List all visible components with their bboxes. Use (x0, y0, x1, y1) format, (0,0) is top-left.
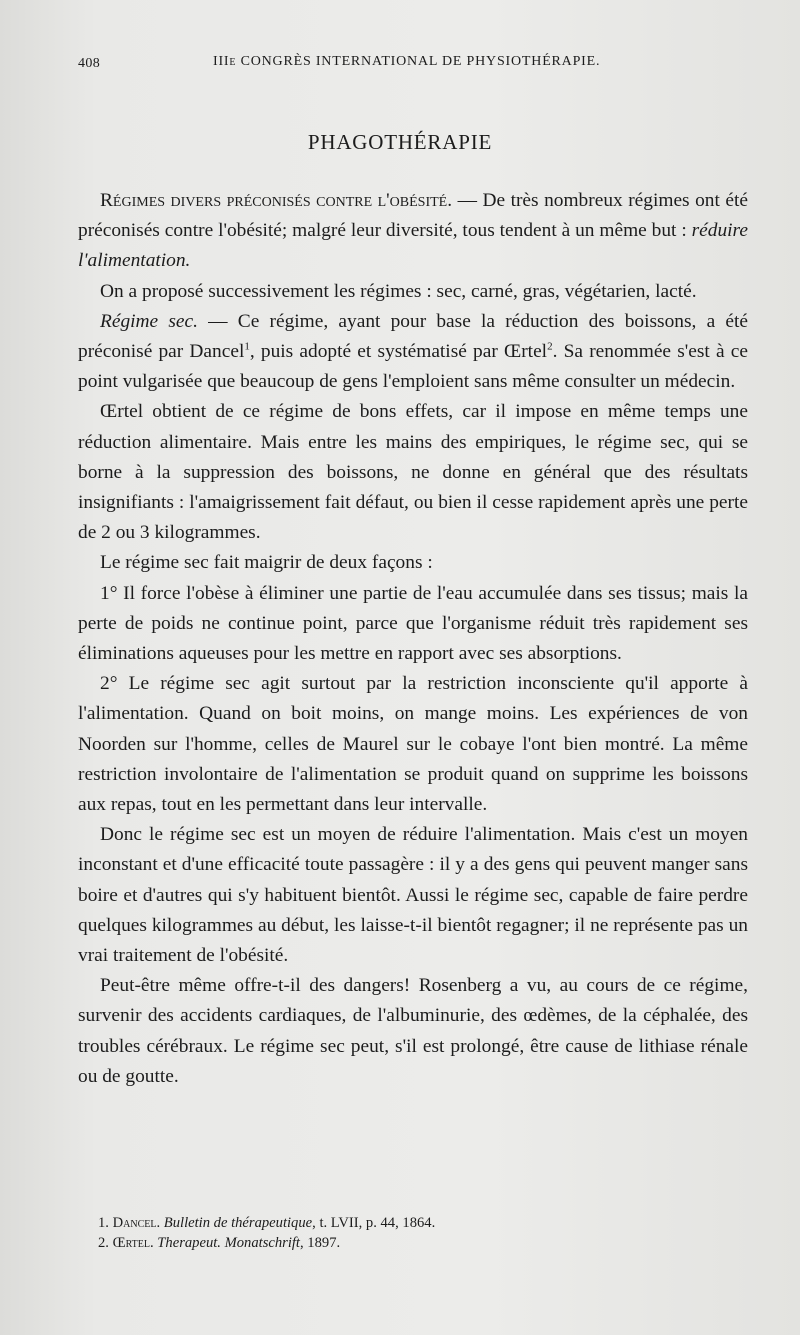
paragraph: On a proposé successivement les régimes : sec, carné, gras, végétarien, lacté. (100, 280, 697, 302)
paragraph (78, 307, 748, 398)
footnote-work: Therapeut. Monatschrift (157, 1235, 300, 1251)
footnote-work: Bulletin de thérapeutique (163, 1215, 313, 1231)
paragraph: Le régime sec fait maigrir de deux façons : (100, 552, 433, 574)
paragraph: 2° Le régime sec agit surtout par la restriction inconsciente qu'il apporte à l'alimentation. Quand on boit moins, on mange moins. Les expériences de von Noorden sur l'homme, celles de Maurel sur le cobaye l'ont bien montré. La même restriction involontaire de l'alimentation se produit quand on supprime les boissons aux repas, tout en les permettant dans leur intervalle. (78, 673, 748, 816)
footnotes (98, 1213, 738, 1253)
section-title: PHAGOTHÉRAPIE (307, 130, 493, 154)
emphasis: réduire l'alimentation. (78, 220, 748, 272)
paragraph: Peut-être même offre-t-il des dangers! Rosenberg a vu, au cours de ce régime, survenir des accidents cardiaques, de l'albuminurie, des œdèmes, de la céphalée, des troubles cérébraux. Le régime sec peut, s'il est prolongé, être cause de lithiase rénale ou de goutte. (78, 975, 748, 1087)
footnote-ref-detail: , 1897. (300, 1235, 341, 1251)
footnote-ref: 2 (547, 340, 553, 353)
footnote-author: Dancel. (112, 1215, 161, 1231)
footnote-ref-detail: , t. LVII, p. 44, 1864. (312, 1215, 436, 1231)
paragraph-text: . Sa renommée s'est à ce point vulgarisée que beaucoup de gens l'emploient sans même consulter un médecin. (78, 341, 748, 393)
paragraph-text: , puis adopté et systématisé par Œrtel (249, 341, 548, 363)
running-title: IIIe CONGRÈS INTERNATIONAL DE PHYSIOTHÉRAPIE. (213, 54, 601, 69)
paragraph: Œrtel obtient de ce régime de bons effets, car il impose en même temps une réduction alimentaire. Mais entre les mains des empiriques, le régime sec, qui se borne à la suppression des boissons, ne donne en général que des résultats insignifiants : l'amaigrissement fait défaut, ou bien il cesse rapidement après une perte de 2 ou 3 kilogrammes. (78, 401, 748, 544)
footnote-ref: 1 (244, 340, 250, 353)
body-text (78, 186, 748, 1092)
footnote-number: 1. (98, 1215, 109, 1231)
paragraph: Donc le régime sec est un moyen de réduire l'alimentation. Mais c'est un moyen inconstant et d'une efficacité toute passagère : il y a des gens qui peuvent manger sans boire et d'autres qui s'y habituent bientôt. Aussi le régime sec, capable de faire perdre quelques kilogrammes au début, les laisse-t-il bientôt regagner; il ne représente pas un vrai traitement de l'obésité. (78, 824, 748, 967)
running-header (78, 52, 738, 76)
footnote (98, 1233, 738, 1253)
footnote-author: Œrtel. (112, 1235, 154, 1251)
footnote (98, 1213, 738, 1233)
footnote-number: 2. (98, 1235, 109, 1251)
paragraph-text: — De très nombreux régimes ont été préconisés contre l'obésité; malgré leur diversité, tous tendent à un même but : (78, 190, 748, 242)
paragraph: 1° Il force l'obèse à éliminer une partie de l'eau accumulée dans ses tissus; mais la perte de poids ne continue point, parce que l'organisme réduit très rapidement ses éliminations aqueuses pour les mettre en rapport avec ses absorptions. (78, 582, 748, 665)
section-lead: Régimes divers préconisés contre l'obésité. (100, 190, 453, 211)
page-number: 408 (78, 56, 101, 71)
paragraph-text: — Ce régime, ayant pour base la réduction des boissons, a été préconisé par Dancel (78, 310, 748, 363)
subsection-lead: Régime sec. (100, 310, 198, 332)
paragraph (78, 186, 748, 277)
